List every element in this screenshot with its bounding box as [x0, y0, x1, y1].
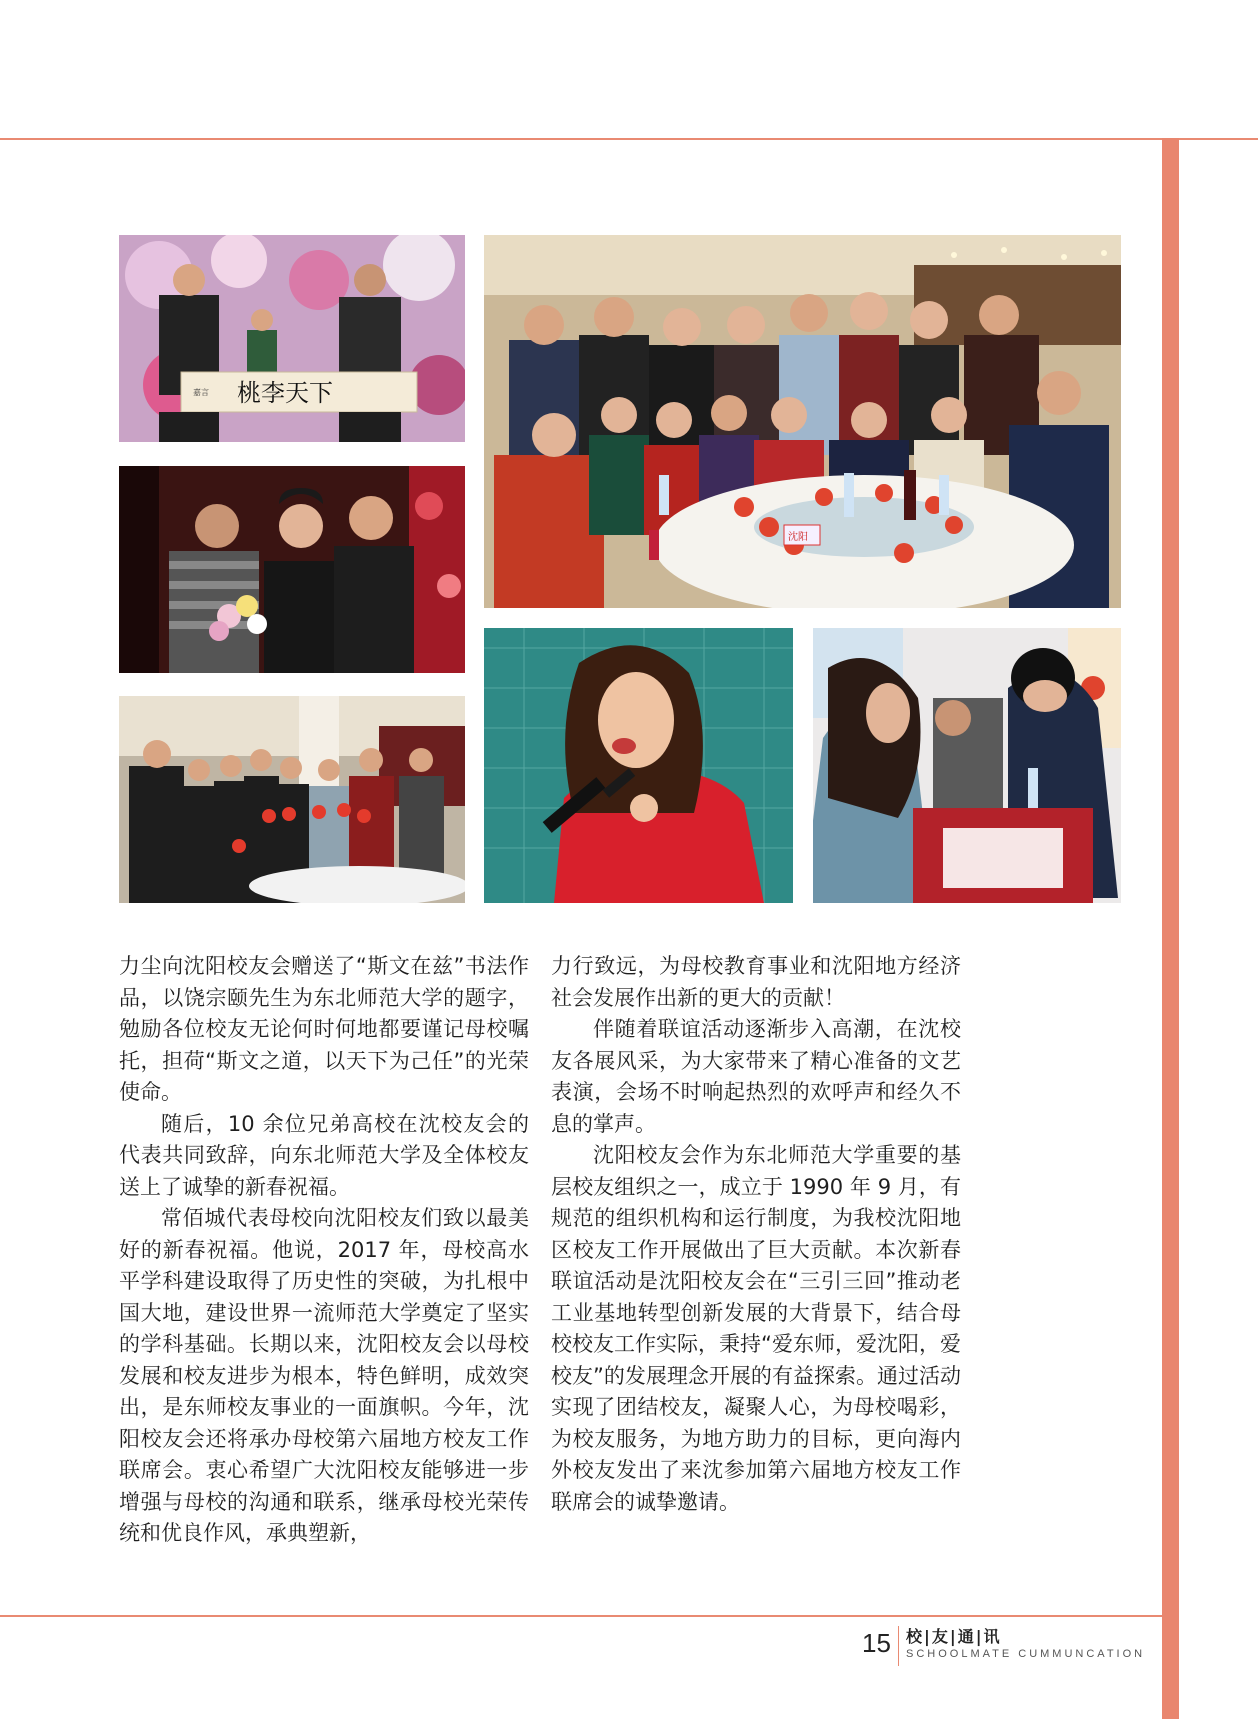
paragraph: 力行致远，为母校教育事业和沈阳地方经济社会发展作出新的更大的贡献！: [551, 954, 961, 1010]
paragraph: 沈阳校友会作为东北师范大学重要的基层校友组织之一，成立于 1990 年 9 月，有规范的组织机构和运行制度，为我校沈阳地区校友工作开展做出了巨大贡献。本次新春联谊活动是沈阳校友会在“三引三回”推动老工业基地转型创新发展的大背景下，结合母校校友工作实际，秉持“爱东师，爱沈阳，爱校友”的发展理念开展的有益探索。通过活动实现了团结校友，凝聚人心，为母校喝彩，为校友服务，为地方助力的目标，更向海内外校友发出了来沈参加第六届地方校友工作联席会的诚挚邀请。: [551, 1143, 961, 1514]
header-rule: [0, 138, 1258, 140]
side-accent-bar: [1162, 138, 1179, 1719]
photo-registration-signing: [813, 628, 1121, 903]
paragraph: 随后，10 余位兄弟高校在沈校友会的代表共同致辞，向东北师范大学及全体校友送上了诚挚的新春祝福。: [119, 1111, 529, 1199]
paragraph: 常佰城代表母校向沈阳校友们致以最美好的新春祝福。他说，2017 年，母校高水平学科建设取得了历史性的突破，为扎根中国大地，建设世界一流师范大学奠定了坚实的学科基础。长期以来，沈阳校友会以母校发展和校友进步为根本，特色鲜明，成效突出，是东师校友事业的一面旗帜。今年，沈阳校友会还将承办母校第六届地方校友工作联席会。衷心希望广大沈阳校友能够进一步增强与母校的沟通和联系，继承母校光荣传统和优良作风，承典塑新，: [119, 1206, 529, 1545]
article-right-column: [551, 951, 961, 1518]
footer-divider: [898, 1626, 899, 1666]
article-left-column: [119, 951, 529, 1550]
calligraphy-seal: 嘉言: [193, 388, 209, 397]
magazine-title: 校|友|通|讯: [906, 1627, 1002, 1646]
calligraphy-text: 桃李天下: [237, 379, 333, 407]
magazine-subtitle: SCHOOLMATE CUMMUNCATION: [906, 1648, 1146, 1660]
photo-flower-presentation: [119, 466, 465, 673]
photo-group-with-apples: [119, 696, 465, 903]
table-sign: 沈阳: [788, 532, 808, 543]
paragraph: 力尘向沈阳校友会赠送了“斯文在兹”书法作品，以饶宗颐先生为东北师范大学的题字，勉励各位校友无论何时何地都要谨记母校嘱托，担荷“斯文之道，以天下为己任”的光荣使命。: [119, 954, 529, 1104]
photo-banquet-group: [484, 235, 1121, 608]
photo-calligraphy-presentation: [119, 235, 465, 442]
page-number: 15: [862, 1628, 891, 1658]
photo-singer-performing: [484, 628, 793, 903]
footer-rule: [0, 1615, 1162, 1617]
paragraph: 伴随着联谊活动逐渐步入高潮，在沈校友各展风采，为大家带来了精心准备的文艺表演，会场不时响起热烈的欢呼声和经久不息的掌声。: [551, 1017, 961, 1136]
